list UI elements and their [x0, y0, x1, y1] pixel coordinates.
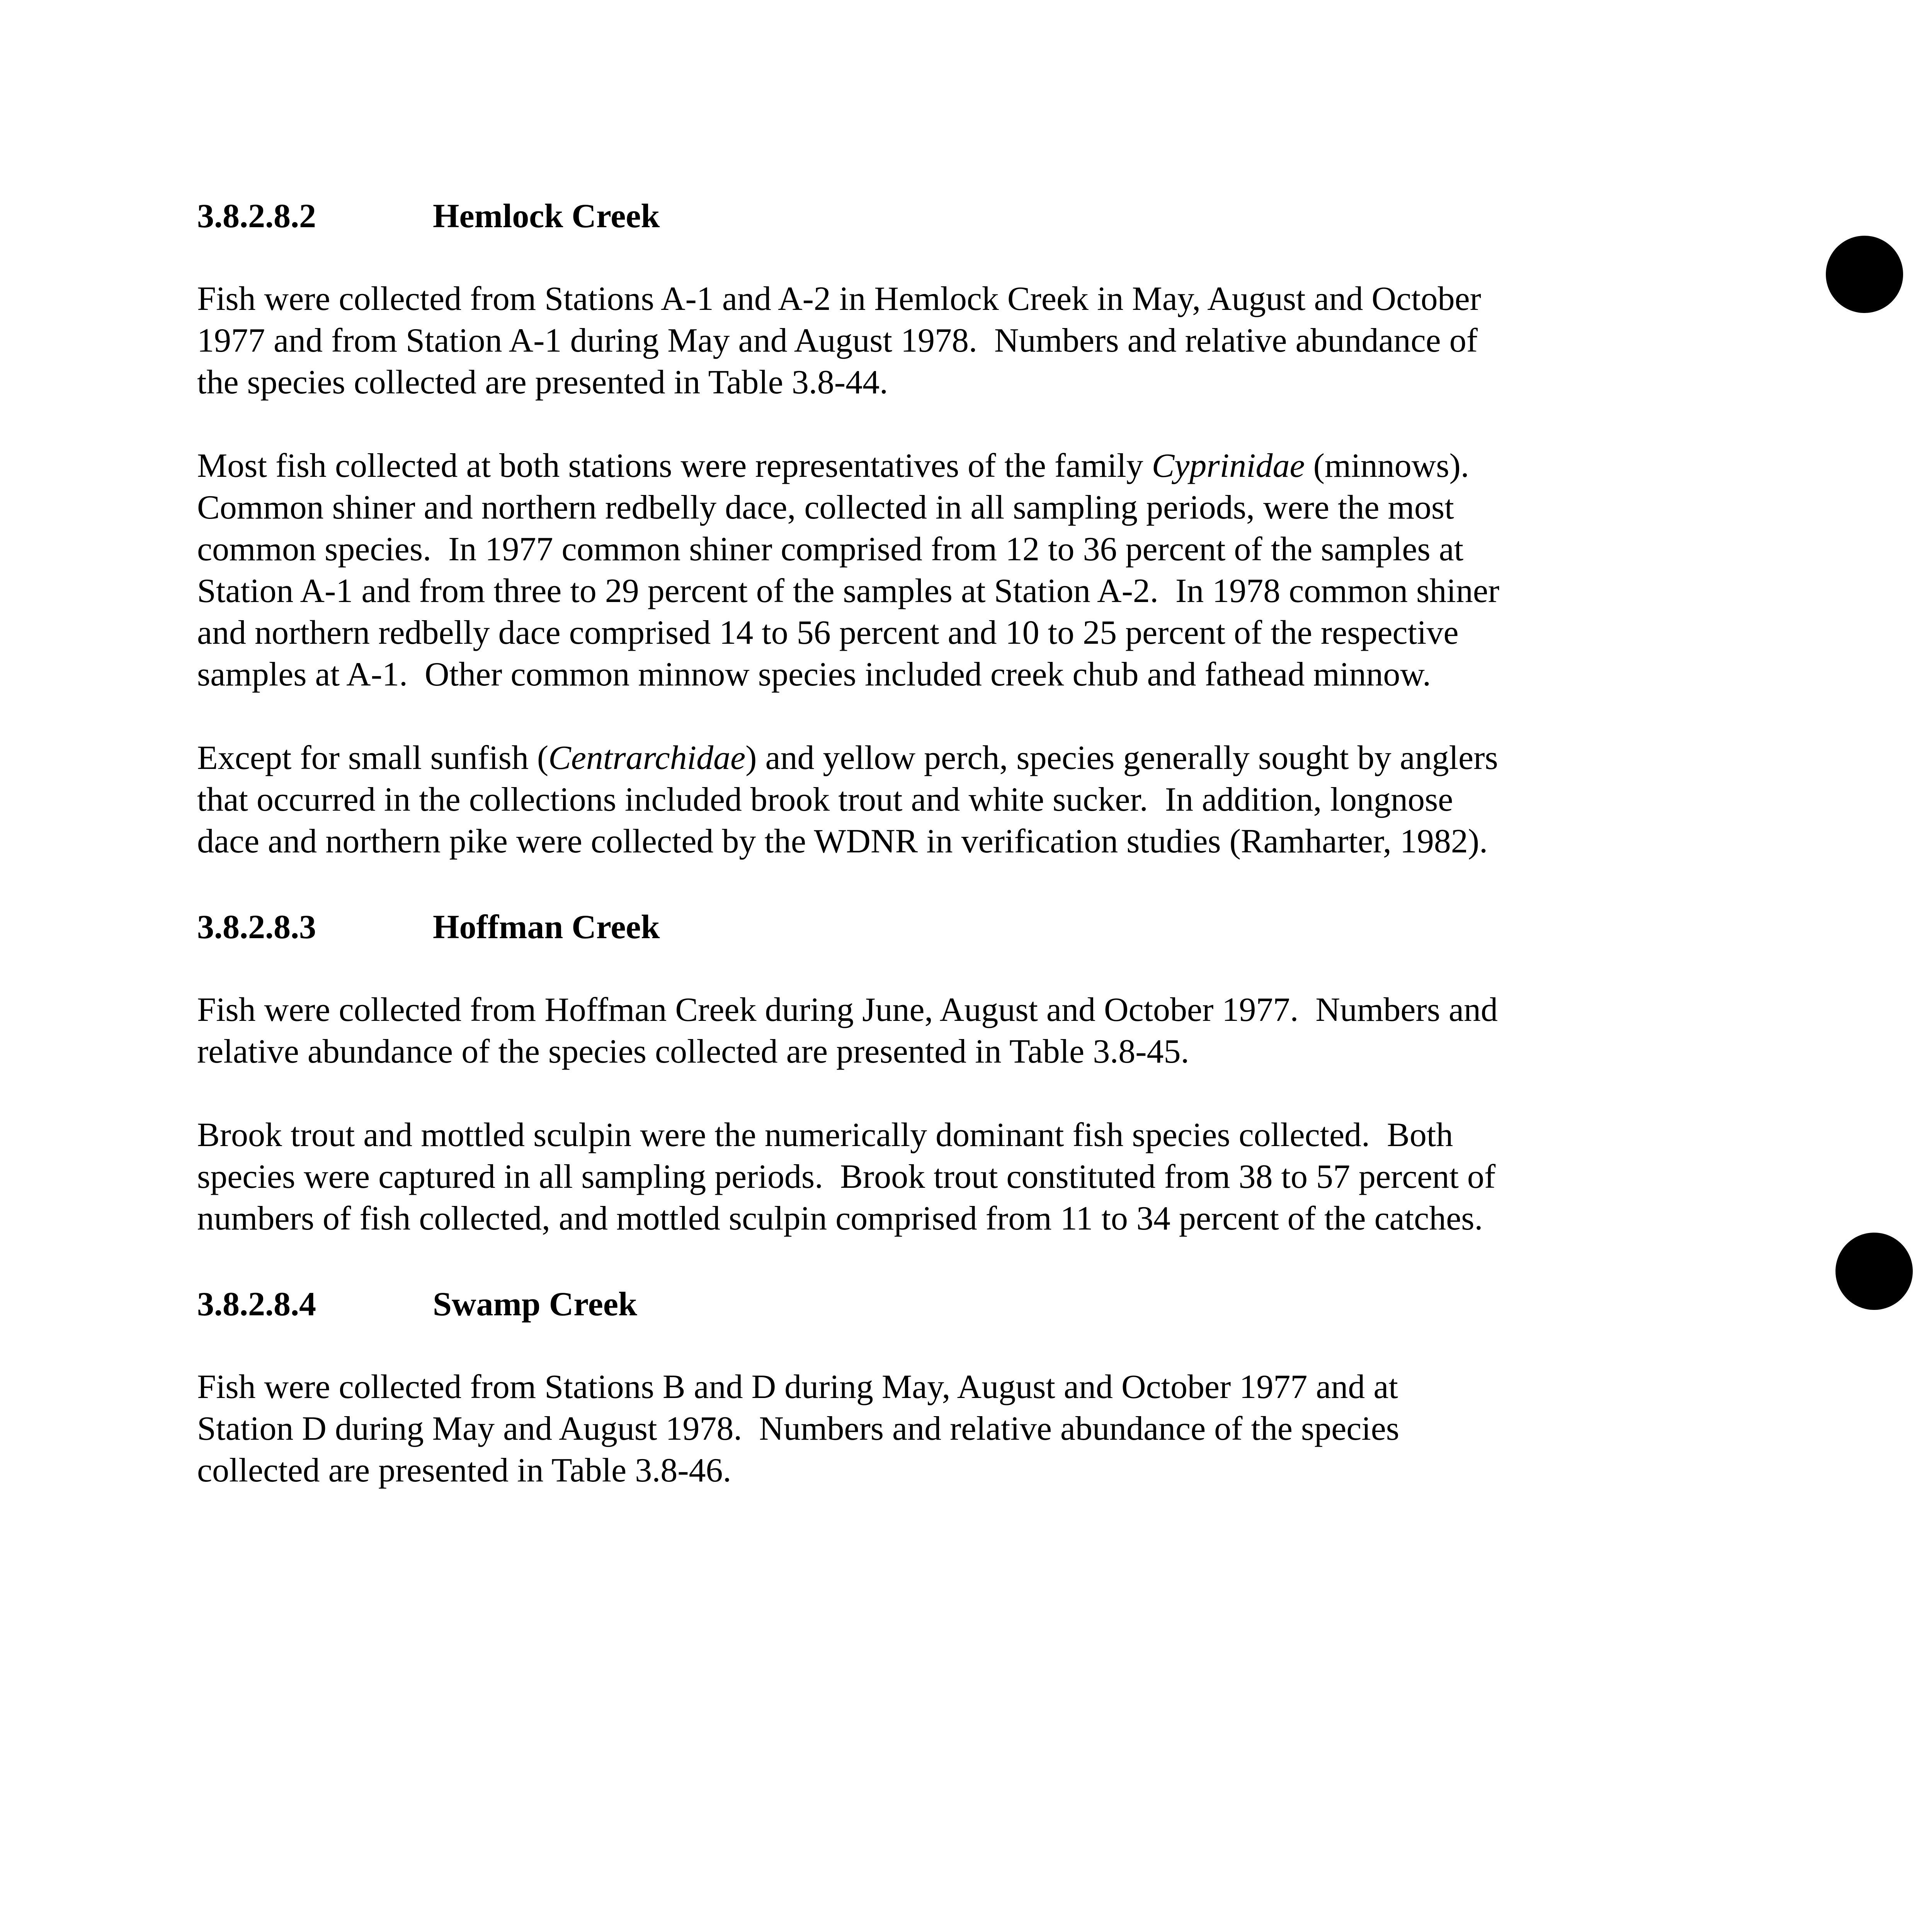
text-line: collected are presented in Table 3.8-46.: [197, 1452, 731, 1489]
paragraph: [197, 989, 1743, 1073]
section-title: Swamp Creek: [433, 1286, 637, 1323]
binder-hole-top: [1826, 236, 1903, 313]
italic-term: Centrarchidae: [548, 739, 746, 777]
paragraph: [197, 737, 1743, 862]
text-line: relative abundance of the species collected are presented in Table 3.8-45.: [197, 1033, 1189, 1070]
section-number: 3.8.2.8.3: [197, 908, 316, 946]
paragraph: [197, 1366, 1743, 1492]
paragraph: [197, 278, 1743, 403]
text-line: Fish were collected from Stations A-1 and A-2 in Hemlock Creek in May, August and October: [197, 280, 1481, 318]
text-line: Station A-1 and from three to 29 percent of the samples at Station A-2. In 1978 common shiner: [197, 572, 1500, 610]
text-line: dace and northern pike were collected by the WDNR in verification studies (Ramharter, 1982).: [197, 823, 1488, 860]
text-line: that occurred in the collections included brook trout and white sucker. In addition, longnose: [197, 781, 1453, 818]
section-number: 3.8.2.8.2: [197, 197, 316, 235]
text-line: Common shiner and northern redbelly dace, collected in all sampling periods, were the most: [197, 489, 1454, 526]
section-heading-hoffman-creek: [197, 904, 1743, 951]
text-run: ) and yellow perch, species generally sought by anglers: [745, 739, 1498, 777]
section-title: Hoffman Creek: [433, 908, 660, 946]
paragraph: [197, 445, 1743, 696]
section-heading-swamp-creek: [197, 1281, 1743, 1328]
text-line: numbers of fish collected, and mottled sculpin comprised from 11 to 34 percent of the catches.: [197, 1200, 1483, 1237]
document-body: [197, 193, 1743, 1533]
text-line: the species collected are presented in Table 3.8-44.: [197, 364, 888, 401]
text-run: (minnows).: [1305, 447, 1469, 485]
text-line: Fish were collected from Hoffman Creek during June, August and October 1977. Numbers and: [197, 991, 1498, 1029]
italic-term: Cyprinidae: [1152, 447, 1305, 485]
text-line: and northern redbelly dace comprised 14 to 56 percent and 10 to 25 percent of the respective: [197, 614, 1459, 651]
binder-hole-middle: [1835, 1233, 1913, 1310]
text-line: common species. In 1977 common shiner comprised from 12 to 36 percent of the samples at: [197, 531, 1464, 568]
text-line: Brook trout and mottled sculpin were the numerically dominant fish species collected. Both: [197, 1116, 1453, 1154]
text-line: samples at A-1. Other common minnow species included creek chub and fathead minnow.: [197, 656, 1431, 693]
section-title: Hemlock Creek: [433, 197, 660, 235]
text-line: Fish were collected from Stations B and D during May, August and October 1977 and at: [197, 1368, 1398, 1406]
text-line: Station D during May and August 1978. Numbers and relative abundance of the species: [197, 1410, 1400, 1447]
text-run: Except for small sunfish (: [197, 739, 549, 777]
text-line: species were captured in all sampling periods. Brook trout constituted from 38 to 57 percent of: [197, 1158, 1496, 1196]
text-line: [197, 737, 1743, 779]
text-run: Most fish collected at both stations were representatives of the family: [197, 447, 1152, 485]
paragraph: [197, 1114, 1743, 1240]
text-line: 1977 and from Station A-1 during May and August 1978. Numbers and relative abundance of: [197, 322, 1478, 359]
text-line: [197, 445, 1743, 487]
section-heading-hemlock-creek: [197, 193, 1743, 240]
section-number: 3.8.2.8.4: [197, 1286, 316, 1323]
